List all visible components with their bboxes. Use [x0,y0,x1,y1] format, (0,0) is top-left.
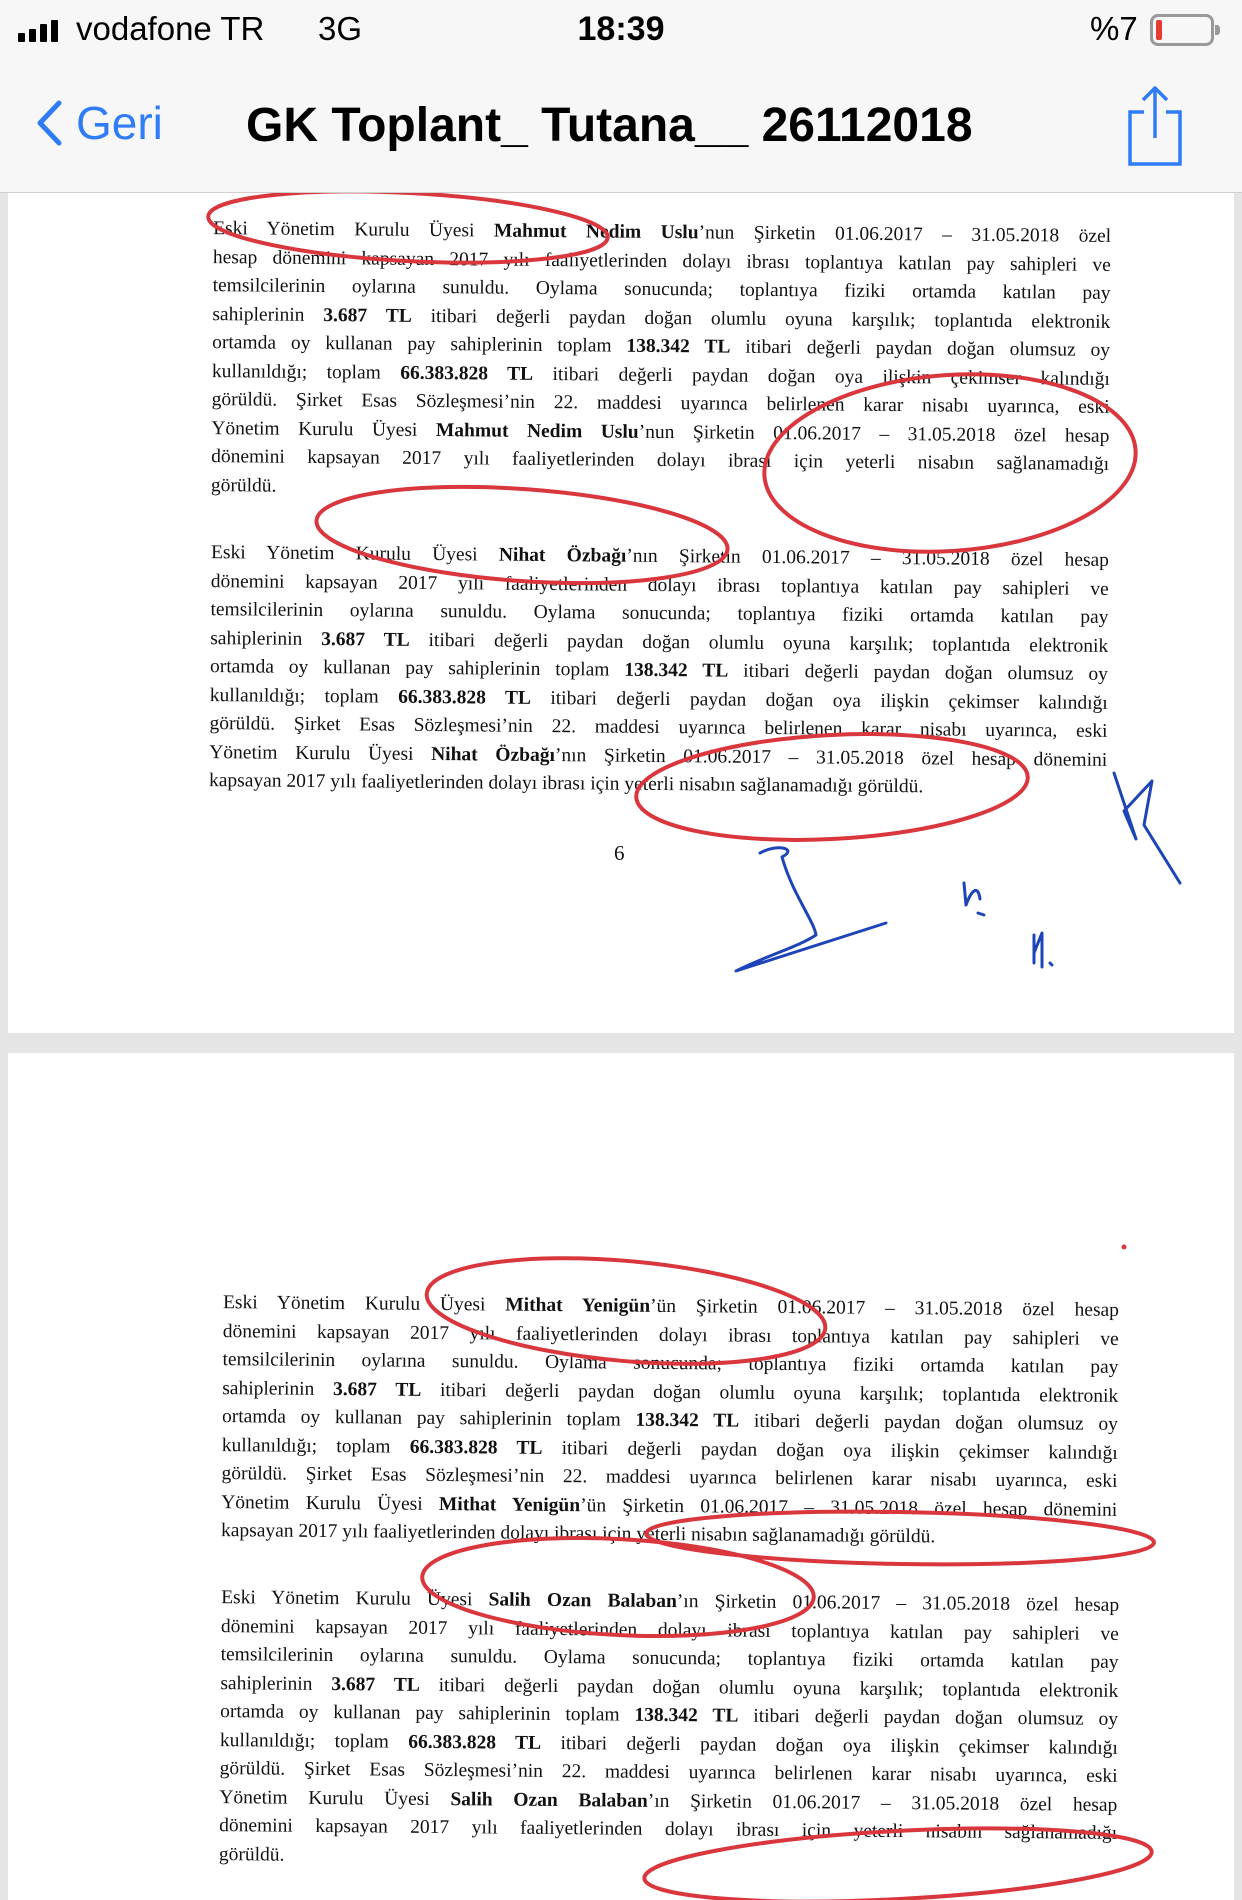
text-line: kullanıldığı; toplam 66.383.828 TL itibari değerli paydan doğan oya ilişkin çekimser kalındığı [209,684,1108,714]
text-line: temsilcilerinin oylarına sunuldu. Oylama sonucunda; toplantıya fiziki ortamda katılan pay [222,1349,1119,1378]
text-line: kapsayan 2017 yılı faaliyetlerinden dolayı ibrası için yeterli nisabın sağlanamadığı görüldü. [220,1520,936,1548]
text-line: görüldü. Şirket Esas Sözleşmesi’nin 22. maddesi uyarınca belirlenen karar nisabı uyarınca, eski [221,1463,1118,1492]
text-line: hesap dönemini kapsayan 2017 yılı faaliyetlerinden dolayı ibrası toplantıya katılan pay sahipleri ve [212,246,1111,276]
back-label: Geri [76,97,163,149]
handwritten-signatures [736,773,1180,971]
document-title: GK Toplant_ Tutana__ 26112018 [246,99,973,152]
text-line: Eski Yönetim Kurulu Üyesi Mahmut Nedim Uslu’nun Şirketin 01.06.2017 – 31.05.2018 özel [213,218,1112,247]
text-line: kullanıldığı; toplam 66.383.828 TL itibari değerli paydan doğan oya ilişkin çekimser kalındığı [219,1729,1118,1759]
paragraph-mahmut-nedim-uslu [211,215,1111,508]
text-line: sahiplerinin 3.687 TL itibari değerli paydan doğan olumlu oyuna karşılık; toplantıda elektronik [222,1377,1119,1407]
carrier-name: vodafone TR [76,10,265,47]
text-line: görüldü. Şirket Esas Sözleşmesi’nin 22. maddesi uyarınca belirlenen karar nisabı uyarınca, eski [209,713,1108,742]
text-line: görüldü. Şirket Esas Sözleşmesi’nin 22. maddesi uyarınca belirlenen karar nisabı uyarınca, eski [211,389,1110,418]
network-type: 3G [318,10,363,47]
text-line: dönemini kapsayan 2017 yılı faaliyetlerinden dolayı ibrası için yeterli nisabın sağlanamadığı [211,446,1110,475]
back-button[interactable] [36,96,163,150]
text-line: temsilcilerinin oylarına sunuldu. Oylama sonucunda; toplantıya fiziki ortamda katılan pay [210,599,1109,628]
text-line: ortamda oy kullanan pay sahiplerinin toplam 138.342 TL itibari değerli paydan doğan olumsuz oy [220,1701,1119,1730]
document-page-6[interactable] [8,193,1234,1033]
paragraph-mithat-yenigun [221,1289,1119,1553]
text-line: ortamda oy kullanan pay sahiplerinin toplam 138.342 TL itibari değerli paydan doğan olumsuz oy [221,1406,1119,1435]
battery-level [1156,20,1162,40]
text-line: Eski Yönetim Kurulu Üyesi Salih Ozan Balaban’ın Şirketin 01.06.2017 – 31.05.2018 özel hesap [221,1587,1120,1616]
paragraph-salih-ozan-balaban [219,1584,1119,1877]
battery-percentage: %7 [1090,10,1138,47]
text-line: görüldü. [218,1843,285,1866]
text-line: Yönetim Kurulu Üyesi Nihat Özbağı’nın Şirketin 01.06.2017 – 31.05.2018 özel hesap dönemini [209,741,1108,771]
text-line: ortamda oy kullanan pay sahiplerinin toplam 138.342 TL itibari değerli paydan doğan olumsuz oy [209,656,1109,685]
text-line: sahiplerinin 3.687 TL itibari değerli paydan doğan olumlu oyuna karşılık; toplantıda elektronik [210,627,1109,657]
document-page-7[interactable] [8,1053,1234,1900]
status-bar [0,0,1242,62]
text-line: görüldü. [210,474,277,497]
text-line: görüldü. Şirket Esas Sözleşmesi’nin 22. maddesi uyarınca belirlenen karar nisabı uyarınca, eski [219,1758,1118,1787]
battery-icon [1150,14,1214,46]
text-line: kullanıldığı; toplam 66.383.828 TL itibari değerli paydan doğan oya ilişkin çekimser kalındığı [221,1434,1118,1464]
text-line: Yönetim Kurulu Üyesi Mahmut Nedim Uslu’nun Şirketin 01.06.2017 – 31.05.2018 özel hesap [211,417,1110,447]
chevron-left-icon [36,100,62,146]
text-line: dönemini kapsayan 2017 yılı faaliyetlerinden dolayı ibrası toplantıya katılan pay sahipleri ve [222,1320,1119,1350]
text-line: sahiplerinin 3.687 TL itibari değerli paydan doğan olumlu oyuna karşılık; toplantıda elektronik [220,1672,1119,1702]
text-line: sahiplerinin 3.687 TL itibari değerli paydan doğan olumlu oyuna karşılık; toplantıda elektronik [212,303,1111,333]
text-line: temsilcilerinin oylarına sunuldu. Oylama sonucunda; toplantıya fiziki ortamda katılan pay [212,275,1111,304]
text-line: Eski Yönetim Kurulu Üyesi Nihat Özbağı’nın Şirketin 01.06.2017 – 31.05.2018 özel hesap [210,542,1110,571]
text-line: Yönetim Kurulu Üyesi Mithat Yenigün’ün Şirketin 01.06.2017 – 31.05.2018 özel hesap dönemini [221,1491,1118,1521]
clock: 18:39 [577,10,665,48]
text-line: Eski Yönetim Kurulu Üyesi Mithat Yenigün’ün Şirketin 01.06.2017 – 31.05.2018 özel hesap [222,1292,1120,1321]
paragraph-nihat-ozbagi [209,539,1109,803]
text-line: dönemini kapsayan 2017 yılı faaliyetlerinden dolayı ibrası toplantıya katılan pay sahipleri ve [210,570,1109,600]
share-button[interactable] [1124,84,1186,173]
red-dot-mark [1122,1245,1127,1250]
text-line: ortamda oy kullanan pay sahiplerinin toplam 138.342 TL itibari değerli paydan doğan olumsuz oy [212,332,1111,361]
navigation-bar [0,62,1242,193]
text-line: dönemini kapsayan 2017 yılı faaliyetlerinden dolayı ibrası için yeterli nisabın sağlanamadığı [219,1815,1118,1844]
page-number: 6 [614,841,625,865]
share-icon [1124,84,1186,168]
text-line: kullanıldığı; toplam 66.383.828 TL itibari değerli paydan doğan oya ilişkin çekimser kalındığı [211,360,1110,390]
text-line: temsilcilerinin oylarına sunuldu. Oylama sonucunda; toplantıya fiziki ortamda katılan pay [220,1644,1119,1673]
text-line: Yönetim Kurulu Üyesi Salih Ozan Balaban’ın Şirketin 01.06.2017 – 31.05.2018 özel hesap [219,1786,1118,1816]
text-line: kapsayan 2017 yılı faaliyetlerinden dolayı ibrası için yeterli nisabın sağlanamadığı görüldü. [208,770,924,798]
text-line: dönemini kapsayan 2017 yılı faaliyetlerinden dolayı ibrası toplantıya katılan pay sahipleri ve [220,1615,1119,1645]
